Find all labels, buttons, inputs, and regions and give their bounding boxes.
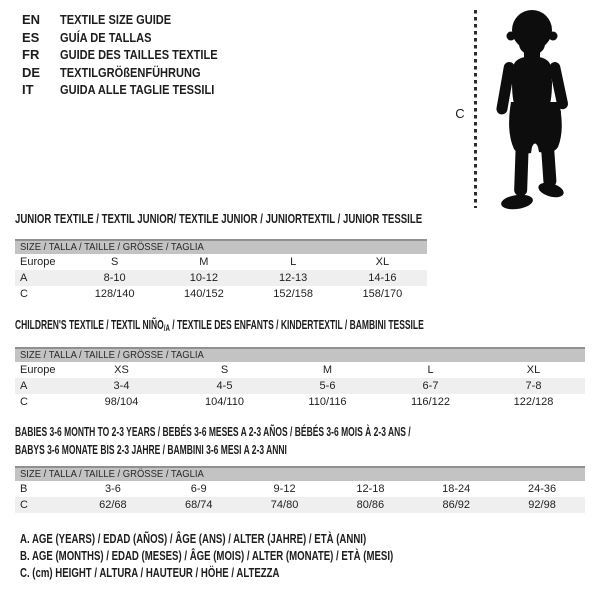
age-cell: 18-24 [442, 483, 471, 495]
age-cell: 7-8 [525, 380, 542, 392]
height-cell: 68/74 [184, 499, 213, 511]
size-cell: L [290, 256, 297, 268]
legend-line-c: C. (cm) HEIGHT / ALTURA / HAUTEUR / HÖHE / ALTEZZA [20, 566, 280, 580]
legend-line-a: A. AGE (YEARS) / EDAD (AÑOS) / ÂGE (ANS) / ALTER (JAHRE) / ETÀ (ANNI) [20, 532, 367, 546]
size-header-label: SIZE / TALLA / TAILLE / GRÖSSE / TAGLIA [20, 349, 204, 361]
row-label: Europe [20, 256, 56, 268]
nino-a-subscript: /A [163, 323, 170, 333]
lang-code: EN [22, 12, 41, 27]
age-cell: 9-12 [273, 483, 296, 495]
row-label: A [20, 272, 28, 284]
age-cell: 5-6 [319, 380, 336, 392]
age-cell: 6-9 [190, 483, 207, 495]
row-label: C [20, 396, 28, 408]
lang-title: GUÍA DE TALLAS [60, 29, 152, 45]
size-cell: M [199, 256, 209, 268]
age-cell: 4-5 [216, 380, 233, 392]
height-cell: 122/128 [513, 396, 554, 408]
age-cell: 12-18 [356, 483, 385, 495]
height-cell: 62/68 [99, 499, 127, 511]
lang-code: IT [22, 82, 34, 97]
children-size-table [15, 347, 585, 410]
lang-title: TEXTILE SIZE GUIDE [60, 12, 172, 27]
row-label: Europe [20, 364, 56, 376]
lang-title: TEXTILGRÖßENFÜHRUNG [60, 64, 201, 80]
height-cell: 92/98 [528, 499, 556, 511]
row-label: B [20, 483, 28, 495]
junior-table-grid [15, 254, 427, 302]
lang-row-en [22, 11, 245, 29]
height-cell: 158/170 [362, 288, 403, 300]
babies-size-table [15, 466, 585, 513]
age-cell: 8-10 [103, 272, 126, 284]
row-label: C [20, 288, 28, 300]
height-label-c: C [455, 106, 465, 121]
table-row-age-months [15, 481, 585, 497]
age-cell: 6-7 [422, 380, 439, 392]
age-cell: 14-16 [368, 272, 397, 284]
height-cell: 86/92 [442, 499, 470, 511]
children-table-title: CHILDREN'S TEXTILE / TEXTIL NIÑO/A / TEXTILE DES ENFANTS / KINDERTEXTIL / BAMBINI TESSILE [15, 318, 424, 333]
junior-size-table [15, 239, 427, 302]
height-cell: 140/152 [183, 288, 224, 300]
height-cell: 80/86 [356, 499, 385, 511]
lang-code: DE [22, 64, 41, 80]
size-cell: XL [526, 364, 541, 376]
lang-title: GUIDE DES TAILLES TEXTILE [60, 47, 218, 62]
toddler-silhouette-image [487, 6, 587, 210]
size-header-bar [15, 239, 427, 254]
size-cell: XS [114, 364, 129, 376]
height-cell: 110/116 [308, 396, 347, 408]
table-row-height [15, 286, 427, 302]
size-cell: S [110, 256, 119, 268]
height-cell: 74/80 [270, 499, 299, 511]
size-cell: XL [375, 256, 390, 268]
size-cell: L [427, 364, 434, 376]
size-header-label: SIZE / TALLA / TAILLE / GRÖSSE / TAGLIA [20, 468, 204, 480]
height-dashed-line [474, 10, 477, 208]
height-cell: 98/104 [104, 396, 139, 408]
table-row-age [15, 270, 427, 286]
children-table-grid [15, 362, 585, 410]
abbreviation-legend [20, 531, 505, 582]
table-row-height [15, 497, 585, 513]
age-cell: 3-6 [104, 483, 121, 495]
babies-table-title: BABIES 3-6 MONTH TO 2-3 YEARS / BEBÉS 3-6 MESES A 2-3 AÑOS / BÉBÉS 3-6 MOIS À 2-3 ANS / BABYS 3-6 MONATE BIS 2-3 JAHRE / BAMBINI 3-6 MESI A 2-3 ANNI [15, 425, 411, 457]
age-cell: 10-12 [189, 272, 218, 284]
junior-table-title: JUNIOR TEXTILE / TEXTIL JUNIOR/ TEXTILE JUNIOR / JUNIORTEXTIL / JUNIOR TESSILE [15, 212, 423, 226]
lang-row-de [22, 64, 245, 82]
size-header-label: SIZE / TALLA / TAILLE / GRÖSSE / TAGLIA [20, 241, 204, 253]
legend-line-b: B. AGE (MONTHS) / EDAD (MESES) / ÂGE (MOIS) / ALTER (MONATE) / ETÀ (MESI) [20, 549, 394, 563]
table-row-europe [15, 362, 585, 378]
height-cell: 128/140 [94, 288, 135, 300]
table-row-age [15, 378, 585, 394]
lang-code: FR [22, 47, 40, 62]
size-header-bar [15, 347, 585, 362]
lang-title: GUIDA ALLE TAGLIE TESSILI [60, 82, 215, 97]
row-label: A [20, 380, 28, 392]
babies-table-grid [15, 481, 585, 513]
size-cell: S [220, 364, 229, 376]
table-row-europe [15, 254, 427, 270]
size-cell: M [322, 364, 333, 376]
lang-row-es [22, 29, 245, 47]
size-header-bar [15, 466, 585, 481]
lang-row-it [22, 81, 245, 99]
height-cell: 104/110 [205, 396, 244, 408]
table-row-height [15, 394, 585, 410]
age-cell: 24-36 [528, 483, 557, 495]
height-cell: 116/122 [411, 396, 450, 408]
language-title-list [22, 11, 245, 99]
age-cell: 3-4 [113, 380, 130, 392]
lang-code: ES [22, 29, 40, 45]
height-cell: 152/158 [273, 288, 313, 300]
lang-row-fr [22, 46, 245, 64]
age-cell: 12-13 [279, 272, 308, 284]
row-label: C [20, 499, 28, 511]
